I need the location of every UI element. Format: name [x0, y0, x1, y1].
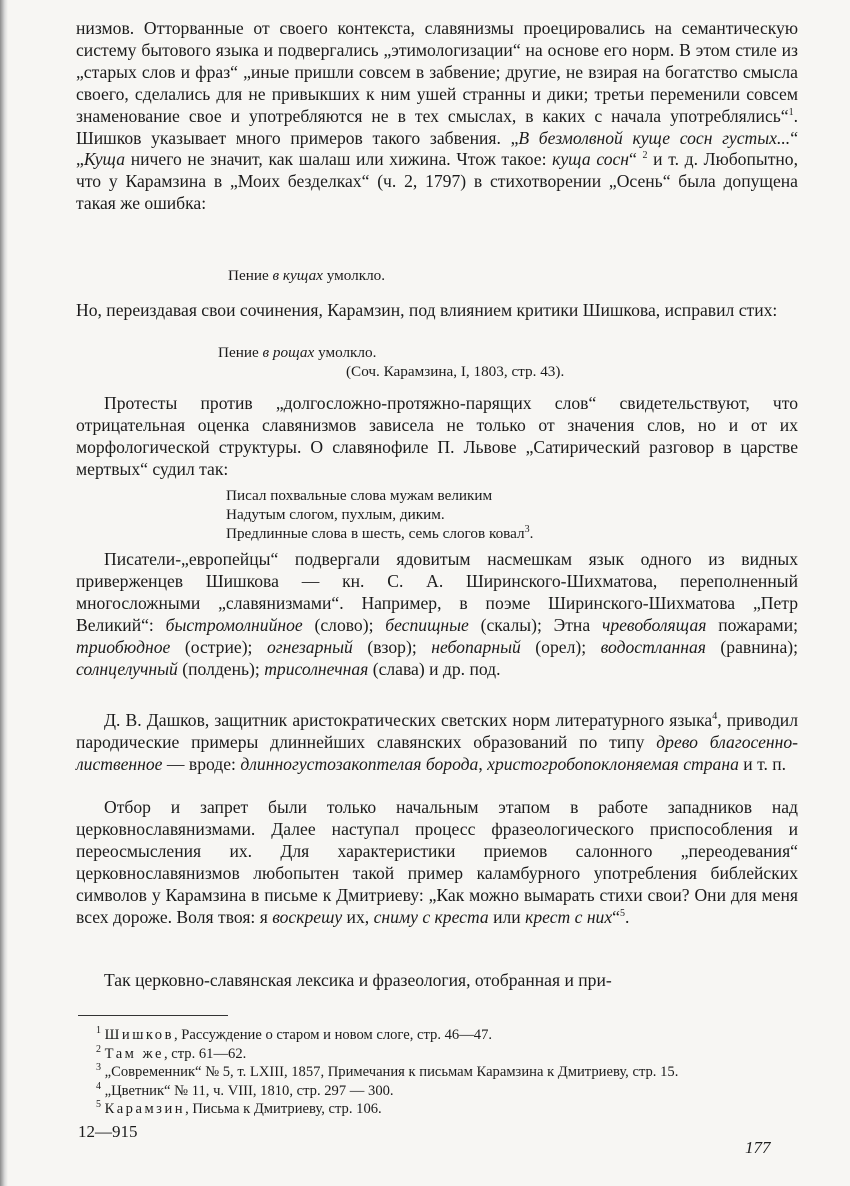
paragraph-6-block [76, 797, 798, 928]
footnote-4: $^4$ „Цветник“ № 11, ч. VIII, 1810, стр. 297 — 300. [96, 1080, 394, 1099]
footnote-3: $^3$ „Современник“ № 5, т. LXIII, 1857, Примечания к письмам Карамзина к Дмитриеву, стр. 15. [96, 1062, 679, 1081]
verse-2-source: (Соч. Карамзина, I, 1803, стр. 43). [346, 363, 565, 380]
footnote-ref-3[interactable]: 3 [524, 523, 530, 535]
paragraph-3-block [76, 393, 798, 481]
scan-edge-shadow [0, 0, 8, 1186]
footnote-ref-2[interactable]: 2 [642, 150, 648, 162]
paragraph-7: Так церковно-славянская лексика и фразеология, отобранная и при- [104, 970, 612, 990]
paragraph-4-block [76, 549, 798, 680]
printer-signature: 12—915 [78, 1122, 138, 1141]
footnote-ref-5[interactable]: 5 [619, 907, 625, 919]
footnote-1: $^1$ Шишков, Рассуждение о старом и новом слоге, стр. 46—47. [96, 1025, 493, 1043]
footnote-ref-1[interactable]: 1 [788, 106, 794, 118]
footnotes [96, 1026, 798, 1119]
paragraph-4: Писатели-„европейцы“ подвергали ядовитым насмешкам язык одного из видных приверженцев Шишкова — кн. С. А. Ширинского-Шихматова, переполненный многосложными „славянизмами“. Например, в поэме Ширинского-Шихматова „Петр Великий“: быстромолнийное (слово); беспищные (скалы); Этна чревоболящая пожарами; триобюдное (острие); огнезарный (взор); небопарный (орел); водостланная (равнина); солнцелучный (полдень); трисолнечная (слава) и др. под. [76, 549, 799, 679]
paragraph-3: Протесты против „долгосложно-протяжно-парящих слов“ свидетельствуют, что отрицательная оценка славянизмов зависела не только от значения слов, но и от их морфологической структуры. О славянофиле П. Львове „Сатирический разговор в царстве мертвых“ судил так: [76, 393, 798, 479]
paragraph-2-block [76, 300, 798, 322]
paragraph-7-block [76, 970, 798, 992]
paragraph-1-block [76, 18, 798, 215]
verse-1: Пение в кущах умолкло. [228, 267, 386, 284]
footnote-ref-4[interactable]: 4 [712, 711, 718, 723]
footnote-divider [78, 1015, 228, 1016]
paragraph-5-block [76, 710, 798, 776]
paragraph-5: Д. В. Дашков, защитник аристократических светских норм литературного языка$^4$, приводил пародические примеры длиннейших славянских образований по типу древо благосенно-лиственное — вроде: длинногустозакоптелая борода, христогробопоклоняемая страна и т. п. [76, 710, 799, 774]
verse-3: Писал похвальные слова мужам великим Надутым слогом, пухлым, диким. Предлинные слова в шесть, семь слогов ковал$^3$. [226, 487, 534, 542]
footnote-5: $^5$ Карамзин, Письма к Дмитриеву, стр. 106. [96, 1099, 382, 1118]
paragraph-1: низмов. Отторванные от своего контекста, славянизмы проецировались на семантическую систему бытового языка и подвергались „этимологизации“ на основе его норм. В этом стиле из „старых слов и фраз“ „иные пришли совсем в забвение; другие, не взирая на богатство смысла своего, сделались для не привыкших к ним ушей странны и дики; третьи переменили совсем знаменование свое и употребляются не в тех смыслах, в каких с начала употреблялись“$^1$. Шишков указывает много примеров такого забвения. „В безмолвной куще сосн густых...“ „Куща ничего не значит, как шалаш или хижина. Чтож такое: куща сосн“ $^2$ и т. д. Любопытно, что у Карамзина в „Моих безделках“ (ч. 2, 1797) в стихотворении „Осень“ была допущена такая же ошибка: [76, 18, 798, 214]
paragraph-2: Но, переиздавая свои сочинения, Карамзин, под влиянием критики Шишкова, исправил стих: [76, 300, 778, 320]
verse-2: Пение в рощах умолкло. (Соч. Карамзина, I, 1803, стр. 43). [218, 343, 778, 381]
paragraph-6: Отбор и запрет были только начальным этапом в работе западников над церковнославянизмами. Далее наступал процесс фразеологического приспособления и переосмысления их. Для характеристики приемов салонного „переодевания“ церковнославянизмов любопытен такой пример каламбурного употребления библейских символов у Карамзина в письме к Дмитриеву: „Как можно вымарать стихи свои? Они для меня всех дороже. Воля твоя: я воскрешу их, сниму с креста или крест с них“$^5$. [76, 797, 798, 927]
footnote-2: $^2$ Там же, стр. 61—62. [96, 1043, 247, 1062]
page-number: 177 [745, 1138, 771, 1157]
